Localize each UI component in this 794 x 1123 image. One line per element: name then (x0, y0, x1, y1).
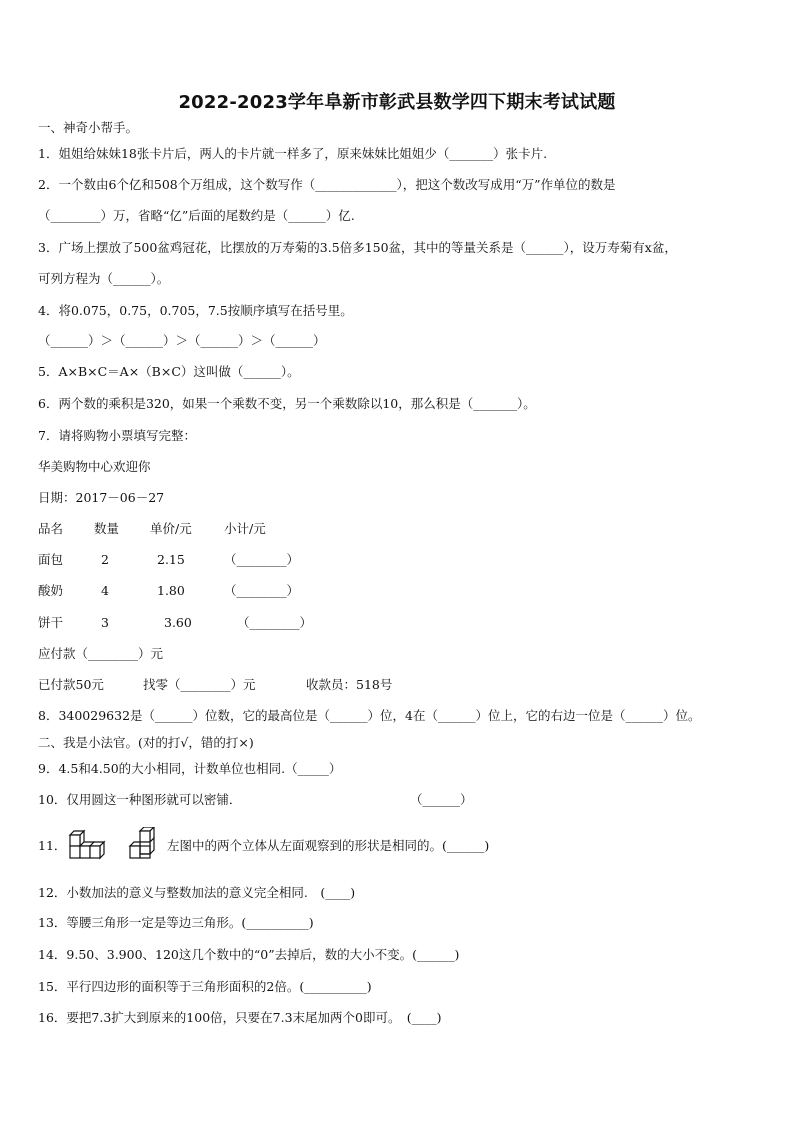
receipt-cashier: 收款员：518号 (306, 677, 393, 692)
receipt-date: 日期：2017－06－27 (38, 490, 165, 505)
receipt-change: 找零（________）元 (143, 677, 256, 692)
question-2-line-2: （________）万，省略“亿”后面的尾数约是（______）亿. (38, 208, 355, 223)
cube-figures-image (66, 827, 166, 863)
receipt-header-name: 品名 (38, 521, 64, 536)
question-10: 10．仅用圆这一种图形就可以密铺． (38, 792, 242, 807)
section-heading-1: 一、神奇小帮手。 (38, 120, 139, 135)
question-14: 14．9.50、3.900、120这几个数中的“0”去掉后，数的大小不变。(______) (38, 947, 460, 962)
question-4-line-1: 4．将0.075，0.75，0.705，7.5按顺序填写在括号里。 (38, 303, 353, 318)
question-5: 5．A×B×C＝A×（B×C）这叫做（______）。 (38, 364, 300, 379)
receipt-row-qty: 2 (101, 552, 109, 567)
receipt-row-name: 面包 (38, 552, 64, 567)
question-12: 12．小数加法的意义与整数加法的意义完全相同. (____) (38, 885, 356, 900)
receipt-header-qty: 数量 (94, 521, 120, 536)
question-3-line-1: 3．广场上摆放了500盆鸡冠花，比摆放的万寿菊的3.5倍多150盆，其中的等量关系是（______），设万寿菊有x盆， (38, 240, 677, 255)
question-10-answer-blank: （______） (410, 792, 473, 807)
receipt-row-subtotal: （________） (237, 615, 313, 630)
receipt-row-subtotal: （________） (224, 552, 300, 567)
question-6: 6．两个数的乘积是320，如果一个乘数不变，另一个乘数除以10，那么积是（_______）。 (38, 396, 536, 411)
receipt-header-subtotal: 小计/元 (224, 521, 266, 536)
receipt-row-qty: 4 (101, 583, 109, 598)
question-13: 13．等腰三角形一定是等边三角形。(__________) (38, 915, 314, 930)
receipt-paid: 已付款50元 (38, 677, 104, 692)
receipt-header-price: 单价/元 (150, 521, 192, 536)
question-11: 左图中的两个立体从左面观察到的形状是相同的。(______) (167, 838, 490, 853)
question-8: 8．340029632是（______）位数，它的最高位是（______）位，4在（______）位上，它的右边一位是（______）位。 (38, 708, 701, 723)
question-9: 9．4.5和4.50的大小相同，计数单位也相同.（_____） (38, 761, 342, 776)
receipt-row-name: 酸奶 (38, 583, 64, 598)
receipt-payable: 应付款（________）元 (38, 646, 164, 661)
question-3-line-2: 可列方程为（______）。 (38, 271, 170, 286)
receipt-row-subtotal: （________） (224, 583, 300, 598)
receipt-row-price: 3.60 (164, 615, 192, 630)
receipt-row-price: 2.15 (157, 552, 185, 567)
question-7: 7．请将购物小票填写完整： (38, 428, 196, 443)
section-heading-2: 二、我是小法官。(对的打√，错的打×) (38, 735, 254, 750)
question-11-number: 11． (38, 838, 67, 853)
question-16: 16．要把7.3扩大到原来的100倍，只要在7.3末尾加两个0即可。 (____) (38, 1010, 442, 1025)
receipt-row-name: 饼干 (38, 615, 64, 630)
question-15: 15．平行四边形的面积等于三角形面积的2倍。(__________) (38, 979, 372, 994)
receipt-row-qty: 3 (101, 615, 109, 630)
question-4-line-2: （______）＞（______）＞（______）＞（______） (38, 333, 326, 348)
question-2-line-1: 2．一个数由6个亿和508个万组成，这个数写作（_____________），把这个数改写成用“万”作单位的数是 (38, 177, 616, 192)
receipt-store-name: 华美购物中心欢迎你 (38, 459, 151, 474)
question-1: 1．姐姐给妹妹18张卡片后，两人的卡片就一样多了，原来妹妹比姐姐少（_______）张卡片. (38, 146, 548, 161)
page-title: 2022-2023学年阜新市彰武县数学四下期末考试试题 (178, 92, 616, 113)
receipt-row-price: 1.80 (157, 583, 185, 598)
